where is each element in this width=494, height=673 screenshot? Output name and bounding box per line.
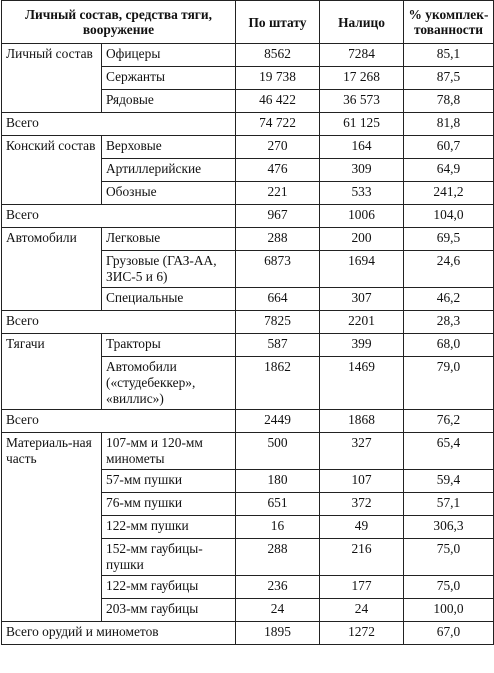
total-percent: 81,8 [404,113,494,136]
cell-state: 476 [236,159,320,182]
cell-percent: 78,8 [404,90,494,113]
row-label: Рядовые [102,90,236,113]
row-label: 152-мм гаубицы-пушки [102,539,236,576]
total-label: Всего орудий и минометов [2,622,236,645]
row-label: Легковые [102,228,236,251]
cell-present: 17 268 [320,67,404,90]
row-label: 76-мм пушки [102,493,236,516]
total-percent: 104,0 [404,205,494,228]
cell-state: 221 [236,182,320,205]
cell-percent: 87,5 [404,67,494,90]
cell-state: 664 [236,288,320,311]
row-label: Сержанты [102,67,236,90]
cell-percent: 241,2 [404,182,494,205]
group-name: Материаль-ная часть [2,433,102,622]
cell-percent: 75,0 [404,576,494,599]
total-label: Всего [2,205,236,228]
total-present: 1868 [320,410,404,433]
total-present: 61 125 [320,113,404,136]
header-present: Налицо [320,1,404,44]
cell-percent: 79,0 [404,357,494,410]
total-present: 1006 [320,205,404,228]
row-label: Офицеры [102,44,236,67]
cell-percent: 69,5 [404,228,494,251]
staffing-table [1,0,494,645]
row-label: Специальные [102,288,236,311]
cell-state: 24 [236,599,320,622]
total-state: 1895 [236,622,320,645]
total-percent: 28,3 [404,311,494,334]
row-label: 107-мм и 120-мм минометы [102,433,236,470]
row-label: Обозные [102,182,236,205]
cell-percent: 65,4 [404,433,494,470]
cell-state: 8562 [236,44,320,67]
table-row [2,433,494,470]
cell-state: 270 [236,136,320,159]
table-row [2,334,494,357]
cell-present: 372 [320,493,404,516]
total-present: 2201 [320,311,404,334]
total-row [2,113,494,136]
cell-percent: 24,6 [404,251,494,288]
row-label: 122-мм пушки [102,516,236,539]
total-percent: 67,0 [404,622,494,645]
cell-present: 24 [320,599,404,622]
cell-present: 49 [320,516,404,539]
row-label: 203-мм гаубицы [102,599,236,622]
cell-state: 288 [236,228,320,251]
group-name: Автомобили [2,228,102,311]
cell-state: 1862 [236,357,320,410]
cell-present: 309 [320,159,404,182]
table-row [2,136,494,159]
row-label: 57-мм пушки [102,470,236,493]
row-label: Артиллерийские [102,159,236,182]
group-name: Тягачи [2,334,102,410]
cell-percent: 46,2 [404,288,494,311]
cell-present: 36 573 [320,90,404,113]
cell-percent: 100,0 [404,599,494,622]
header-category: Личный состав, средства тяги, вооружение [2,1,236,44]
total-percent: 76,2 [404,410,494,433]
cell-percent: 59,4 [404,470,494,493]
table-row [2,228,494,251]
total-label: Всего [2,113,236,136]
header-percent: % укомплек-тованности [404,1,494,44]
cell-present: 7284 [320,44,404,67]
cell-state: 19 738 [236,67,320,90]
cell-percent: 75,0 [404,539,494,576]
total-state: 2449 [236,410,320,433]
cell-present: 1694 [320,251,404,288]
cell-present: 327 [320,433,404,470]
total-state: 7825 [236,311,320,334]
cell-state: 6873 [236,251,320,288]
row-label: 122-мм гаубицы [102,576,236,599]
total-row [2,622,494,645]
table-row [2,44,494,67]
total-row [2,311,494,334]
cell-state: 500 [236,433,320,470]
cell-state: 236 [236,576,320,599]
row-label: Грузовые (ГАЗ-АА, ЗИС-5 и 6) [102,251,236,288]
cell-present: 107 [320,470,404,493]
total-state: 967 [236,205,320,228]
cell-state: 180 [236,470,320,493]
cell-percent: 85,1 [404,44,494,67]
cell-present: 307 [320,288,404,311]
header-by-state: По штату [236,1,320,44]
cell-percent: 60,7 [404,136,494,159]
cell-present: 1469 [320,357,404,410]
cell-percent: 306,3 [404,516,494,539]
total-label: Всего [2,311,236,334]
cell-present: 177 [320,576,404,599]
cell-state: 587 [236,334,320,357]
row-label: Верховые [102,136,236,159]
group-name: Личный состав [2,44,102,113]
cell-present: 399 [320,334,404,357]
cell-present: 200 [320,228,404,251]
total-state: 74 722 [236,113,320,136]
total-row [2,205,494,228]
total-label: Всего [2,410,236,433]
row-label: Тракторы [102,334,236,357]
cell-state: 16 [236,516,320,539]
cell-state: 288 [236,539,320,576]
cell-present: 533 [320,182,404,205]
cell-state: 46 422 [236,90,320,113]
cell-percent: 68,0 [404,334,494,357]
total-row [2,410,494,433]
cell-percent: 64,9 [404,159,494,182]
cell-state: 651 [236,493,320,516]
cell-percent: 57,1 [404,493,494,516]
group-name: Конский состав [2,136,102,205]
cell-present: 164 [320,136,404,159]
total-present: 1272 [320,622,404,645]
row-label: Автомобили («студебеккер», «виллис») [102,357,236,410]
cell-present: 216 [320,539,404,576]
